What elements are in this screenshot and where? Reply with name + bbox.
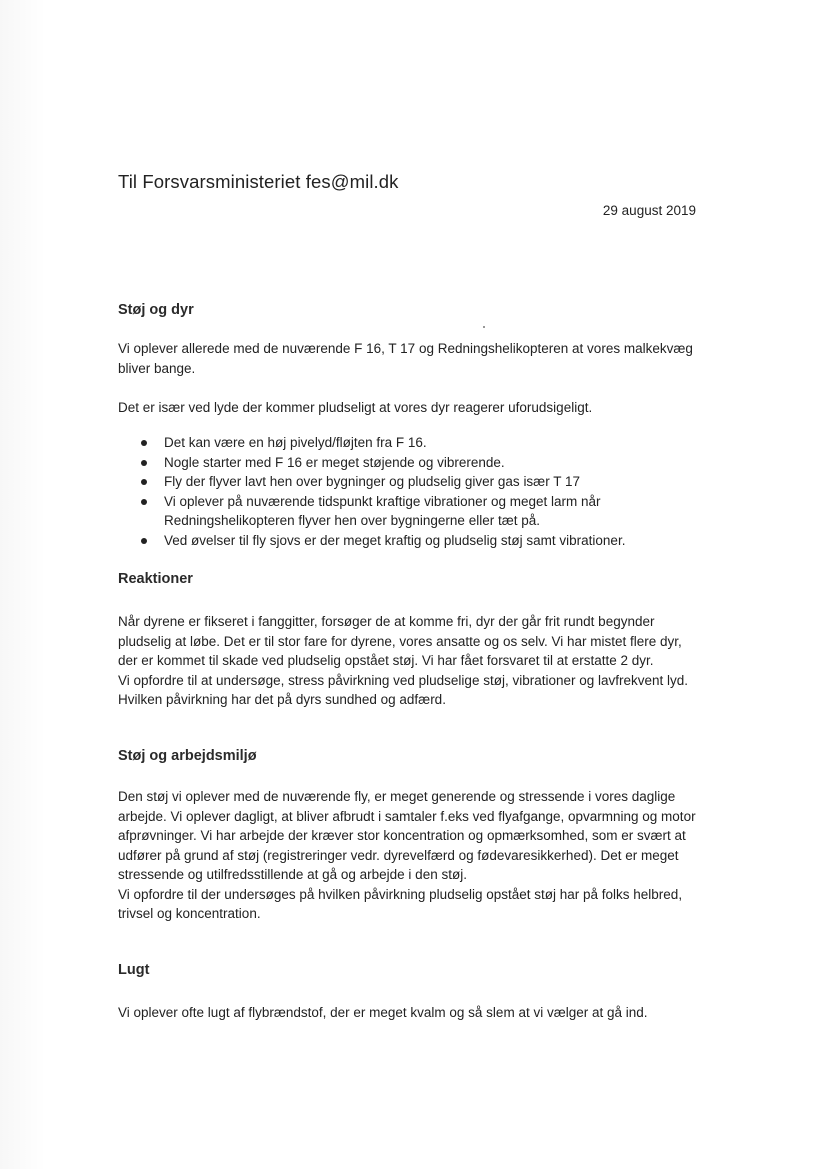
scan-speck [483, 326, 485, 328]
paragraph-text: Den støj vi oplever med de nuværende fly, er meget generende og stressende i vores daglige arbejde. Vi oplever dagligt, at bliver afbrudt i samtaler f.eks ved flyafgange, opvarmning og motor afprøvninger. Vi har arbejde der kræver stor koncentration og opmærksomhed, som er svært at udfører på grund af støj (registreringer vedr. dyrevelfærd og fødevaresikkerhed). Det er meget stressende og utilfredsstillende at gå og arbejde i den støj. [118, 789, 696, 882]
bullet-list [138, 433, 698, 550]
list-item-text: Nogle starter med F 16 er meget støjende og vibrerende. [164, 454, 505, 470]
bullet-icon [141, 499, 147, 505]
list-item-text: Vi oplever på nuværende tidspunkt kraftige vibrationer og meget larm når Redningshelikopteren flyver hen over bygningerne eller tæt på. [164, 493, 601, 528]
paragraph [118, 1003, 698, 1023]
heading-noise-animals: Støj og dyr [118, 302, 194, 318]
list-item-text: Ved øvelser til fly sjovs er der meget kraftig og pludselig støj samt vibrationer. [164, 532, 626, 548]
paragraph-text: Når dyrene er fikseret i fanggitter, forsøger de at komme fri, dyr der går frit rundt begynder pludselig at løbe. Det er til stor fare for dyrene, vores ansatte og os selv. Vi har mistet flere dyr, der er kommet til skade ved pludselig opstået støj. Vi har fået forsvaret til at erstatte 2 dyr. [118, 614, 682, 668]
paragraph-text: Vi opfordre til at undersøge, stress påvirkning ved pludselige støj, vibrationer og lavfrekvent lyd. Hvilken påvirkning har det på dyrs sundhed og adfærd. [118, 672, 689, 707]
recipient-line: Til Forsvarsministeriet fes@mil.dk [118, 171, 399, 192]
bullet-icon [141, 460, 147, 466]
paragraph [118, 339, 698, 378]
list-item [138, 472, 698, 492]
paragraph-text: Vi oplever allerede med de nuværende F 16, T 17 og Redningshelikopteren at vores malkekvæg bliver bange. [118, 341, 693, 376]
paragraph-text: Vi oplever ofte lugt af flybrændstof, der er meget kvalm og så slem at vi vælger at gå ind. [118, 1005, 648, 1020]
list-item-text: Fly der flyver lavt hen over bygninger og pludselig giver gas især T 17 [164, 474, 580, 489]
paragraph-text: Vi opfordre til der undersøges på hvilken påvirkning pludselig opstået støj har på folks helbred, trivsel og koncentration. [118, 886, 683, 921]
list-item [138, 531, 698, 551]
heading-reactions: Reaktioner [118, 571, 193, 587]
bullet-icon [141, 440, 147, 446]
heading-noise-work-environment: Støj og arbejdsmiljø [118, 748, 257, 764]
list-item [138, 453, 698, 473]
list-item [138, 492, 698, 531]
heading-smell: Lugt [118, 962, 150, 978]
paragraph [118, 398, 698, 418]
bullet-icon [141, 479, 147, 485]
list-item [138, 433, 698, 453]
scan-shadow [0, 0, 46, 1169]
paragraph-text: Det er især ved lyde der kommer pludseligt at vores dyr reagerer uforudsigeligt. [118, 400, 593, 415]
list-item-text: Det kan være en høj pivelyd/fløjten fra F 16. [164, 435, 427, 450]
bullet-icon [141, 538, 147, 544]
letter-date: 29 august 2019 [602, 203, 696, 218]
paragraph [118, 787, 698, 924]
paragraph [118, 612, 698, 710]
